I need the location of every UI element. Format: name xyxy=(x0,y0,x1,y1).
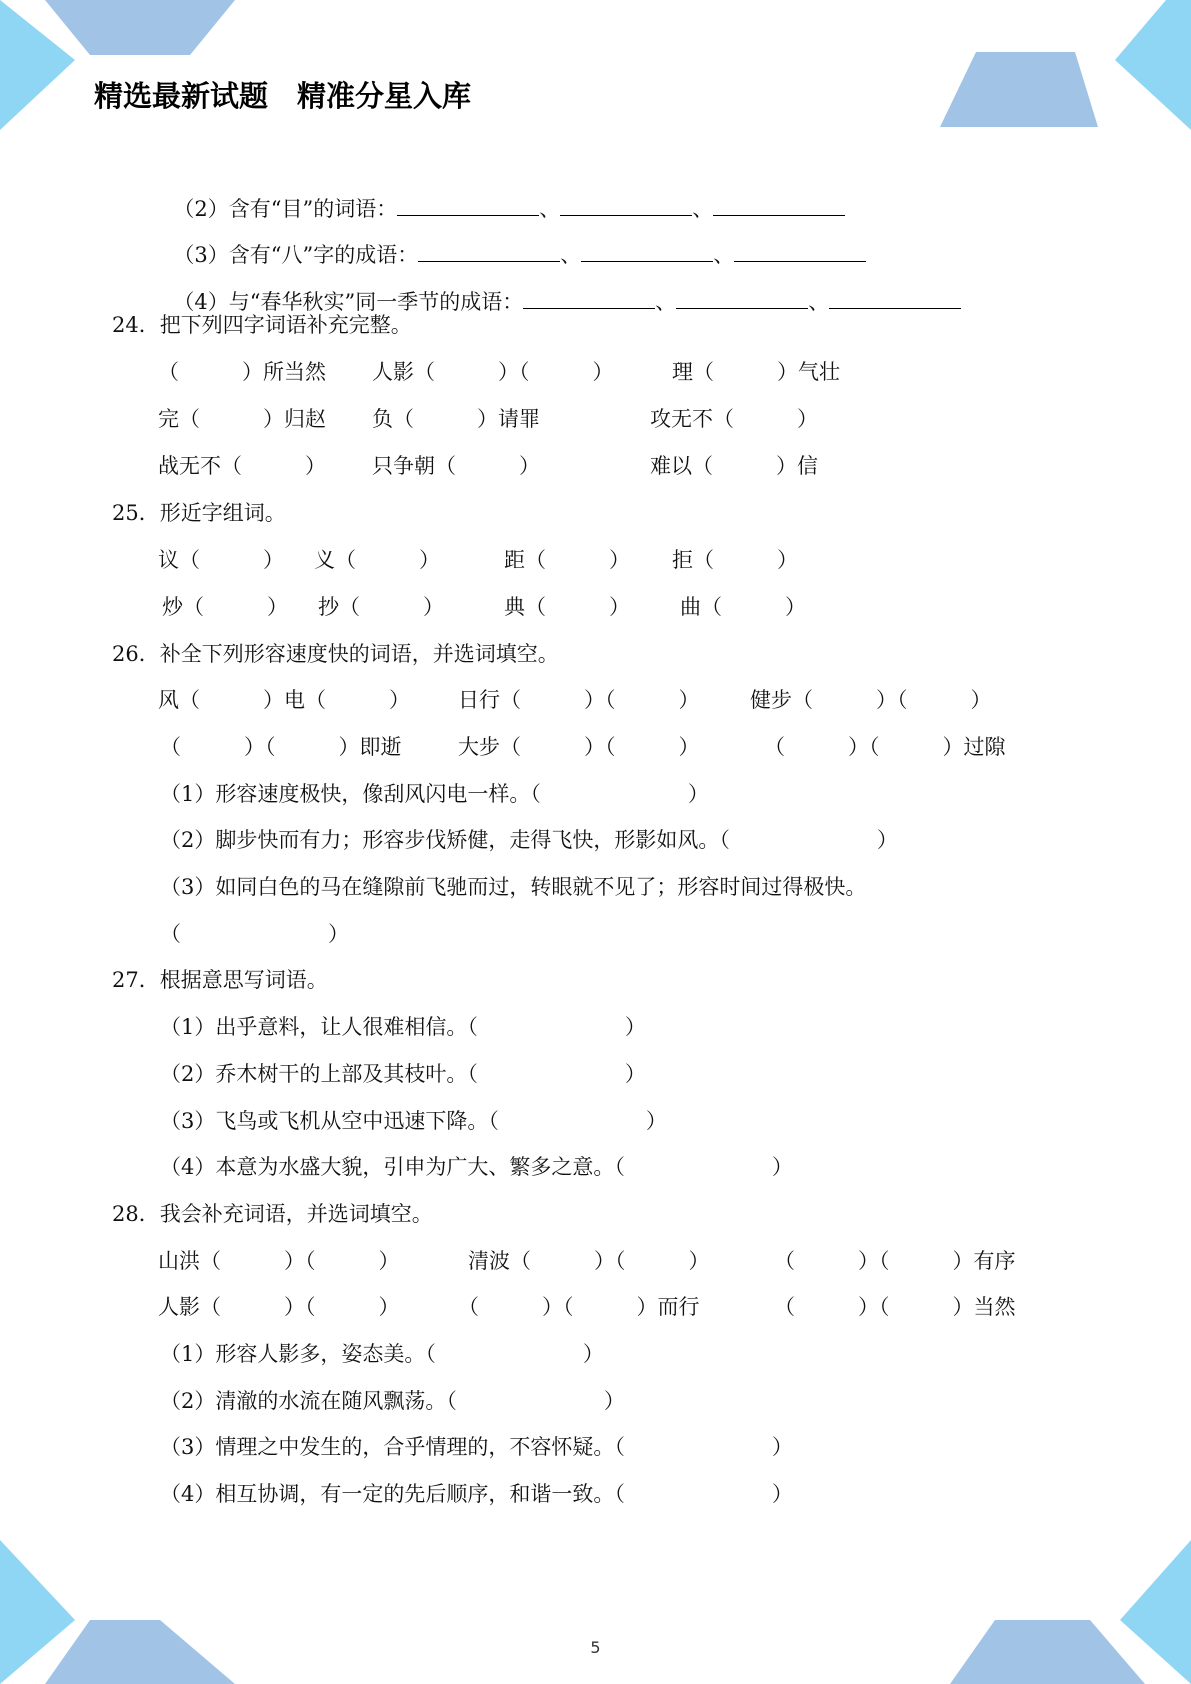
q26-item1: （1）形容速度极快，像刮风闪电一样。（ ） xyxy=(160,782,709,806)
q23-item4: （4）与“春华秋实”同一季节的成语： 、 、 xyxy=(160,269,961,313)
q28-r1c2: 清波（ ）（ ） xyxy=(468,1249,710,1273)
q28-item4: （4）相互协调，有一定的先后顺序，和谐一致。（ ） xyxy=(160,1482,793,1506)
q28-r2c2: （ ）（ ）而行 xyxy=(458,1295,700,1319)
q24-r1c1: （ ）所当然 xyxy=(158,360,326,384)
q26-item3-answer: （ ） xyxy=(160,922,349,946)
answer-blank[interactable] xyxy=(734,243,866,262)
page-number: 5 xyxy=(590,1638,601,1657)
q25-r2c1: 炒（ ） xyxy=(162,595,288,619)
q26-title: 26．补全下列形容速度快的词语，并选词填空。 xyxy=(112,642,559,666)
q26-r2c2: 大步（ ）（ ） xyxy=(458,735,700,759)
answer-blank[interactable] xyxy=(829,290,961,309)
q27-item2: （2）乔木树干的上部及其枝叶。（ ） xyxy=(160,1062,646,1086)
q27-item1: （1）出乎意料，让人很难相信。（ ） xyxy=(160,1015,646,1039)
q28-item2: （2）清澈的水流在随风飘荡。（ ） xyxy=(160,1389,625,1413)
top-right-decoration xyxy=(930,0,1191,130)
q26-r2c3: （ ）（ ）过隙 xyxy=(764,735,1006,759)
answer-blank[interactable] xyxy=(397,197,539,216)
bottom-right-decoration xyxy=(950,1540,1191,1684)
q25-r2c3: 典（ ） xyxy=(504,595,630,619)
header-title: 精选最新试题 精准分星入库 xyxy=(94,79,472,113)
q28-r1c1: 山洪（ ）（ ） xyxy=(158,1249,400,1273)
q25-r2c4: 曲（ ） xyxy=(680,595,806,619)
q26-item2: （2）脚步快而有力；形容步伐矫健，走得飞快，形影如风。（ ） xyxy=(160,828,898,852)
q24-r2c3: 攻无不（ ） xyxy=(650,407,818,431)
q27-item3: （3）飞鸟或飞机从空中迅速下降。（ ） xyxy=(160,1109,667,1133)
q25-title: 25．形近字组词。 xyxy=(112,501,286,525)
q26-item3: （3）如同白色的马在缝隙前飞驰而过，转眼就不见了；形容时间过得极快。 xyxy=(160,875,867,899)
q24-title: 24．把下列四字词语补充完整。 xyxy=(112,313,412,337)
q26-r1c2: 日行（ ）（ ） xyxy=(458,688,700,712)
q24-r3c1: 战无不（ ） xyxy=(158,454,326,478)
q24-r1c3: 理（ ）气壮 xyxy=(672,360,840,384)
q25-r1c1: 议（ ） xyxy=(158,548,284,572)
q24-r3c2: 只争朝（ ） xyxy=(372,454,540,478)
q23-item2: （2）含有“目”的词语： 、 、 xyxy=(160,176,845,220)
q24-r2c2: 负（ ）请罪 xyxy=(372,407,540,431)
q28-title: 28．我会补充词语，并选词填空。 xyxy=(112,1202,433,1226)
q27-title: 27．根据意思写词语。 xyxy=(112,968,328,992)
answer-blank[interactable] xyxy=(676,290,808,309)
q26-r1c3: 健步（ ）（ ） xyxy=(750,688,992,712)
q23-item3: （3）含有“八”字的成语： 、 、 xyxy=(160,222,866,266)
q28-item3: （3）情理之中发生的，合乎情理的，不容怀疑。（ ） xyxy=(160,1435,793,1459)
q25-r2c2: 抄（ ） xyxy=(318,595,444,619)
q24-r2c1: 完（ ）归赵 xyxy=(158,407,326,431)
q25-r1c3: 距（ ） xyxy=(504,548,630,572)
q26-r1c1: 风（ ）电（ ） xyxy=(158,688,410,712)
q25-r1c2: 义（ ） xyxy=(314,548,440,572)
q28-item1: （1）形容人影多，姿态美。（ ） xyxy=(160,1342,604,1366)
answer-blank[interactable] xyxy=(418,243,560,262)
bottom-left-decoration xyxy=(0,1540,240,1684)
q25-r1c4: 拒（ ） xyxy=(672,548,798,572)
answer-blank[interactable] xyxy=(713,197,845,216)
answer-blank[interactable] xyxy=(560,197,692,216)
q28-r2c1: 人影（ ）（ ） xyxy=(158,1295,400,1319)
q28-r1c3: （ ）（ ）有序 xyxy=(774,1249,1016,1273)
answer-blank[interactable] xyxy=(523,290,655,309)
answer-blank[interactable] xyxy=(581,243,713,262)
q26-r2c1: （ ）（ ）即逝 xyxy=(160,735,402,759)
q28-r2c3: （ ）（ ）当然 xyxy=(774,1295,1016,1319)
q24-r3c3: 难以（ ）信 xyxy=(650,454,818,478)
q27-item4: （4）本意为水盛大貌，引申为广大、繁多之意。（ ） xyxy=(160,1155,793,1179)
q24-r1c2: 人影（ ）（ ） xyxy=(372,360,614,384)
